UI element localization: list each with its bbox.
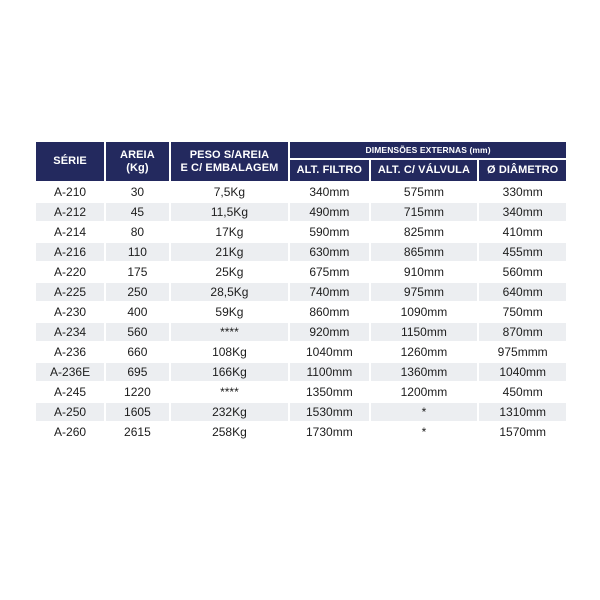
cell-serie: A-216	[36, 243, 104, 261]
cell-diametro: 640mm	[479, 283, 566, 301]
cell-alt-filtro: 1100mm	[290, 363, 368, 381]
cell-areia: 2615	[106, 423, 169, 441]
cell-areia: 110	[106, 243, 169, 261]
cell-diametro: 870mm	[479, 323, 566, 341]
cell-serie: A-210	[36, 183, 104, 201]
cell-alt-valvula: 865mm	[371, 243, 478, 261]
cell-peso: 108Kg	[171, 343, 289, 361]
cell-peso: 25Kg	[171, 263, 289, 281]
header-alt-valvula: ALT. C/ VÁLVULA	[371, 160, 478, 181]
cell-peso: 59Kg	[171, 303, 289, 321]
cell-diametro: 450mm	[479, 383, 566, 401]
cell-diametro: 340mm	[479, 203, 566, 221]
cell-alt-valvula: 975mm	[371, 283, 478, 301]
table-row	[36, 403, 566, 421]
cell-peso: 21Kg	[171, 243, 289, 261]
cell-serie: A-236E	[36, 363, 104, 381]
cell-areia: 30	[106, 183, 169, 201]
cell-alt-filtro: 740mm	[290, 283, 368, 301]
header-row-top	[36, 142, 566, 158]
header-areia	[106, 142, 169, 181]
cell-alt-valvula: 1360mm	[371, 363, 478, 381]
cell-diametro: 410mm	[479, 223, 566, 241]
cell-serie: A-260	[36, 423, 104, 441]
cell-alt-valvula: 1260mm	[371, 343, 478, 361]
cell-alt-valvula: 715mm	[371, 203, 478, 221]
table-row	[36, 283, 566, 301]
header-areia-line2: (Kg)	[126, 161, 149, 174]
cell-areia: 45	[106, 203, 169, 221]
cell-diametro: 975mmm	[479, 343, 566, 361]
cell-peso: 7,5Kg	[171, 183, 289, 201]
header-dimensoes: DIMENSÕES EXTERNAS (mm)	[290, 142, 566, 158]
table-row	[36, 183, 566, 201]
cell-alt-valvula: 1150mm	[371, 323, 478, 341]
table-row	[36, 383, 566, 401]
table-row	[36, 223, 566, 241]
table-row	[36, 303, 566, 321]
cell-peso: 232Kg	[171, 403, 289, 421]
table-row	[36, 203, 566, 221]
cell-serie: A-234	[36, 323, 104, 341]
cell-areia: 80	[106, 223, 169, 241]
header-alt-filtro: ALT. FILTRO	[290, 160, 368, 181]
cell-diametro: 1570mm	[479, 423, 566, 441]
cell-areia: 1605	[106, 403, 169, 421]
cell-diametro: 330mm	[479, 183, 566, 201]
cell-serie: A-225	[36, 283, 104, 301]
cell-alt-filtro: 1730mm	[290, 423, 368, 441]
cell-serie: A-236	[36, 343, 104, 361]
cell-peso: 258Kg	[171, 423, 289, 441]
cell-diametro: 560mm	[479, 263, 566, 281]
cell-serie: A-212	[36, 203, 104, 221]
cell-alt-filtro: 490mm	[290, 203, 368, 221]
cell-alt-filtro: 860mm	[290, 303, 368, 321]
table-row	[36, 343, 566, 361]
cell-peso: ****	[171, 323, 289, 341]
cell-areia: 695	[106, 363, 169, 381]
cell-alt-valvula: 825mm	[371, 223, 478, 241]
spec-table	[34, 140, 568, 443]
cell-alt-valvula: 910mm	[371, 263, 478, 281]
cell-peso: 166Kg	[171, 363, 289, 381]
cell-areia: 1220	[106, 383, 169, 401]
cell-serie: A-214	[36, 223, 104, 241]
table-row	[36, 323, 566, 341]
header-peso-line2: E C/ EMBALAGEM	[180, 161, 279, 174]
cell-serie: A-245	[36, 383, 104, 401]
cell-alt-filtro: 630mm	[290, 243, 368, 261]
cell-peso: 17Kg	[171, 223, 289, 241]
table-row	[36, 423, 566, 441]
cell-areia: 175	[106, 263, 169, 281]
table-row	[36, 243, 566, 261]
cell-peso: 28,5Kg	[171, 283, 289, 301]
cell-areia: 560	[106, 323, 169, 341]
table-body	[36, 183, 566, 441]
cell-serie: A-230	[36, 303, 104, 321]
cell-alt-filtro: 920mm	[290, 323, 368, 341]
cell-alt-valvula: 1200mm	[371, 383, 478, 401]
cell-alt-valvula: *	[371, 423, 478, 441]
cell-alt-filtro: 1040mm	[290, 343, 368, 361]
cell-alt-filtro: 590mm	[290, 223, 368, 241]
cell-serie: A-220	[36, 263, 104, 281]
cell-alt-filtro: 675mm	[290, 263, 368, 281]
cell-diametro: 750mm	[479, 303, 566, 321]
cell-alt-filtro: 1530mm	[290, 403, 368, 421]
table-row	[36, 263, 566, 281]
cell-areia: 660	[106, 343, 169, 361]
cell-areia: 400	[106, 303, 169, 321]
cell-alt-valvula: *	[371, 403, 478, 421]
header-diametro: Ø DIÂMETRO	[479, 160, 566, 181]
header-areia-line1: AREIA	[120, 148, 155, 161]
header-peso	[171, 142, 289, 181]
cell-diametro: 1040mm	[479, 363, 566, 381]
cell-peso: ****	[171, 383, 289, 401]
header-serie: SÉRIE	[36, 142, 104, 181]
header-peso-line1: PESO S/AREIA	[189, 148, 270, 161]
cell-alt-filtro: 1350mm	[290, 383, 368, 401]
cell-diametro: 455mm	[479, 243, 566, 261]
cell-alt-filtro: 340mm	[290, 183, 368, 201]
cell-peso: 11,5Kg	[171, 203, 289, 221]
table-row	[36, 363, 566, 381]
cell-alt-valvula: 575mm	[371, 183, 478, 201]
cell-serie: A-250	[36, 403, 104, 421]
cell-areia: 250	[106, 283, 169, 301]
cell-diametro: 1310mm	[479, 403, 566, 421]
cell-alt-valvula: 1090mm	[371, 303, 478, 321]
table-header	[36, 142, 566, 181]
